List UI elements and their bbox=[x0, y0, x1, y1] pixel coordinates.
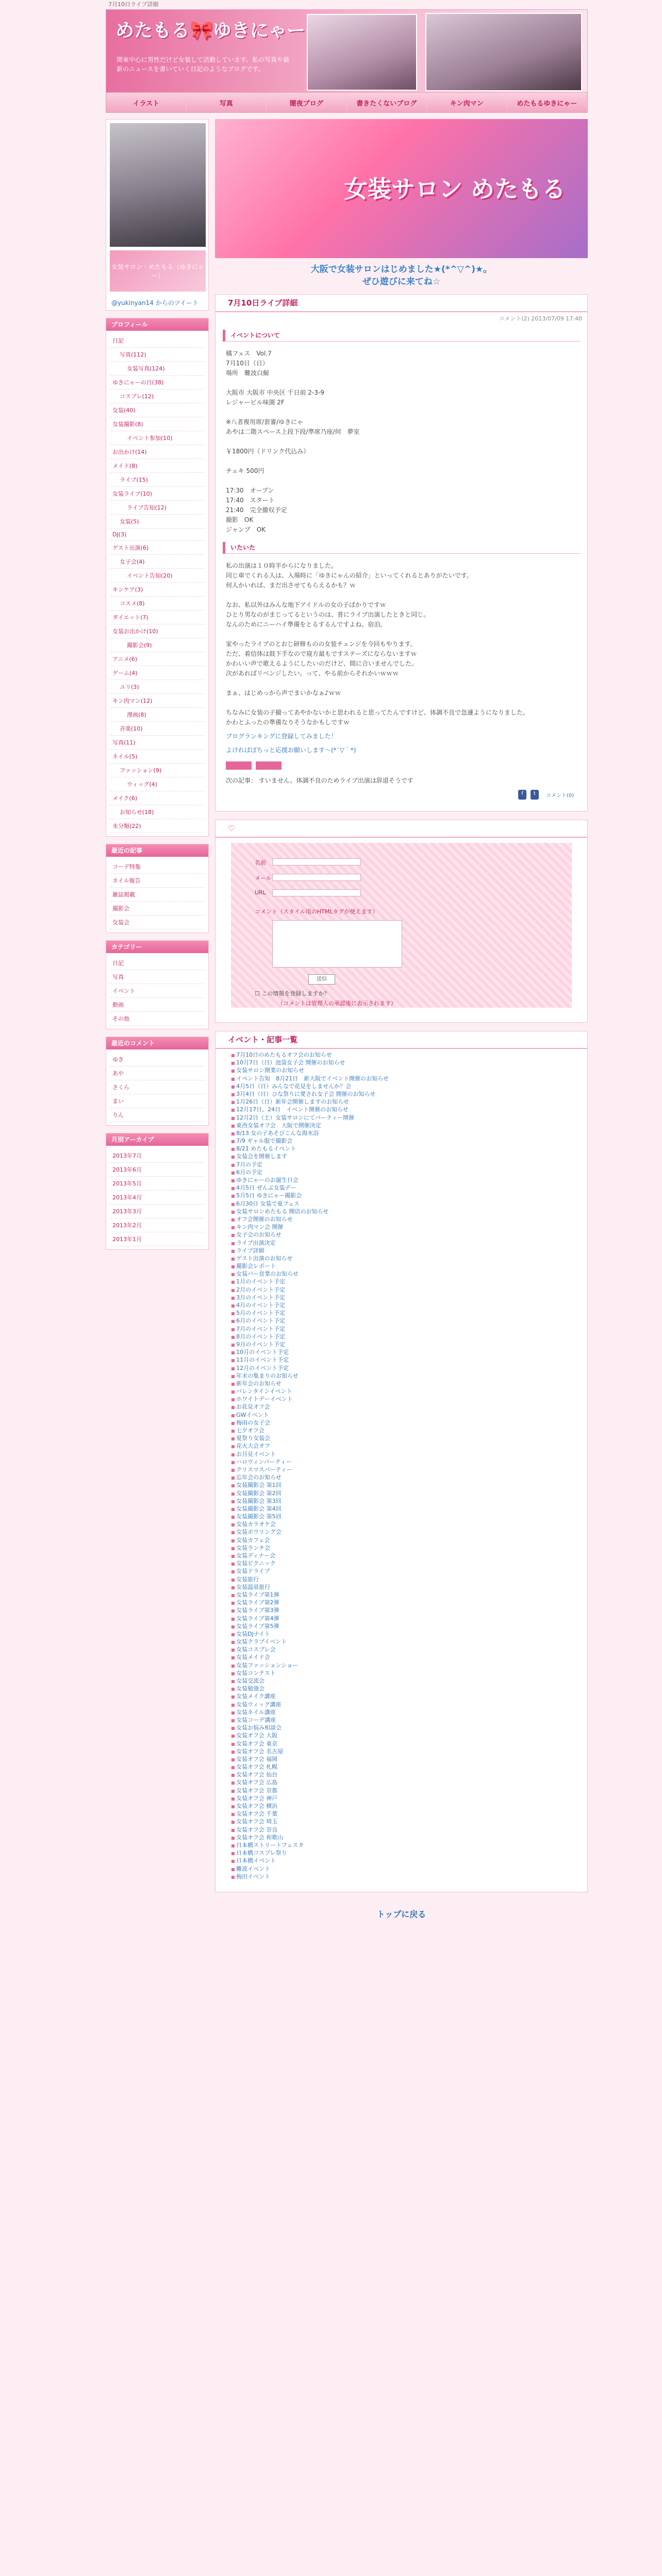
event-link[interactable]: ■ 10月7日（日）池袋女子会 開催のお知らせ bbox=[231, 1059, 572, 1066]
event-link[interactable]: ■ 女装会を開催します bbox=[231, 1153, 572, 1160]
global-nav bbox=[106, 93, 588, 113]
event-link[interactable]: ■ 3月のイベント予定 bbox=[231, 1294, 572, 1301]
section-heading: イベントについて bbox=[223, 330, 580, 342]
event-link[interactable]: ■ 女装カフェ会 bbox=[231, 1536, 572, 1544]
next-post-link[interactable]: 次の記事： すいません。体調不良のためライブ出演は辞退そうです bbox=[226, 777, 413, 784]
site-header bbox=[106, 9, 588, 93]
ranking-badge[interactable] bbox=[256, 761, 282, 770]
sidebar-link[interactable]: ゲスト出演(6) bbox=[110, 541, 204, 555]
sidebar-link[interactable]: 日記 bbox=[110, 334, 204, 348]
sidebar-category-box-1 bbox=[106, 318, 209, 837]
event-link[interactable]: ■ GWイベント bbox=[231, 1411, 572, 1419]
event-link[interactable]: ■ 8/21 めたもるイベント bbox=[231, 1145, 572, 1153]
event-link[interactable]: ■ 女装ライブ第4弾 bbox=[231, 1615, 572, 1622]
sidebar-link[interactable]: 女装(40) bbox=[110, 403, 204, 417]
event-link[interactable]: ■ 女装撮影会 第3回 bbox=[231, 1497, 572, 1505]
event-link[interactable]: ■ 女装カラオケ会 bbox=[231, 1520, 572, 1528]
event-link[interactable]: ■ 6月30日 女装で夏フェス bbox=[231, 1200, 572, 1208]
event-link[interactable]: ■ 女装ライブ第3弾 bbox=[231, 1606, 572, 1614]
sidebar-link[interactable]: コスメ(8) bbox=[110, 597, 204, 611]
event-link[interactable]: ■ 女装ランチ会 bbox=[231, 1544, 572, 1552]
sidebar-link[interactable]: ウィッグ(4) bbox=[110, 777, 204, 791]
event-link[interactable]: ■ 女子会のお知らせ bbox=[231, 1231, 572, 1239]
sidebar-list bbox=[106, 953, 208, 1029]
sidebar-link[interactable]: ダイエット(7) bbox=[110, 611, 204, 624]
sidebar-link[interactable]: りん bbox=[110, 1108, 204, 1122]
sidebar-link[interactable]: 女子会(4) bbox=[110, 555, 204, 569]
ranking-badge[interactable] bbox=[226, 761, 252, 770]
sidebar-link[interactable]: 女装お出かけ(10) bbox=[110, 624, 204, 638]
event-link[interactable]: ■ 梅田イベント bbox=[231, 1873, 572, 1880]
sidebar-link[interactable]: 女装(5) bbox=[110, 515, 204, 529]
submit-button[interactable]: 送信 bbox=[308, 974, 335, 985]
section-heading: いたいた bbox=[223, 542, 580, 554]
event-link[interactable]: ■ 女装ディナー会 bbox=[231, 1552, 572, 1560]
event-link[interactable]: ■ 女装撮影会 第1回 bbox=[231, 1481, 572, 1489]
event-link[interactable]: ■ 5月のイベント予定 bbox=[231, 1309, 572, 1317]
sidebar-link[interactable]: あや bbox=[110, 1066, 204, 1080]
sidebar-link[interactable]: ファッション(9) bbox=[110, 764, 204, 777]
event-link[interactable]: ■ 6月のイベント予定 bbox=[231, 1317, 572, 1325]
sidebar-list bbox=[106, 331, 208, 836]
sidebar-list bbox=[106, 1146, 208, 1249]
sidebar-link[interactable]: さくら bbox=[110, 1080, 204, 1094]
sidebar-link[interactable]: 漫画(8) bbox=[110, 708, 204, 722]
event-link[interactable]: ■ 女装メイド会 bbox=[231, 1653, 572, 1661]
ranking-badges bbox=[216, 757, 587, 774]
sidebar-link[interactable]: お出かけ(14) bbox=[110, 445, 204, 459]
url-field[interactable] bbox=[272, 889, 361, 896]
event-link[interactable]: ■ 夏祭り女装会 bbox=[231, 1434, 572, 1442]
like-button[interactable]: f bbox=[518, 790, 526, 800]
event-link[interactable]: ■ 4月のイベント予定 bbox=[231, 1301, 572, 1309]
sidebar-link[interactable]: 音楽(10) bbox=[110, 722, 204, 736]
event-link[interactable]: ■ イベント告知 8月21日 新大阪でイベント開催のお知らせ bbox=[231, 1075, 572, 1082]
event-link[interactable]: ■ 東西女装オフ会 大阪で開催決定 bbox=[231, 1122, 572, 1129]
name-label: 名前 bbox=[255, 859, 266, 866]
event-link[interactable]: ■ クリスマスパーティー bbox=[231, 1466, 572, 1473]
sidebar-link[interactable]: 女装ライブ(10) bbox=[110, 487, 204, 501]
header-photo-left bbox=[307, 14, 417, 91]
sidebar-link[interactable]: 女装撮影(8) bbox=[110, 417, 204, 431]
nav-item[interactable]: キン肉マン bbox=[427, 93, 507, 112]
sidebar-link[interactable]: お知らせ(18) bbox=[110, 805, 204, 819]
event-link[interactable]: ■ 女装コンテスト bbox=[231, 1669, 572, 1677]
event-link[interactable]: ■ 女装オフ会 京都 bbox=[231, 1787, 572, 1794]
comment-form bbox=[231, 843, 572, 1008]
event-link[interactable]: ■ お花見オフ会 bbox=[231, 1403, 572, 1411]
site-description: 関東中心に男性だけど女装して活動しています。私の写真や最新のニュースを書いていく日記のようなブログです。 bbox=[117, 56, 290, 73]
event-link[interactable]: ■ 七夕オフ会 bbox=[231, 1427, 572, 1434]
event-link[interactable]: ■ 撮影会レポート bbox=[231, 1262, 572, 1270]
event-link[interactable]: ■ 女装温泉旅行 bbox=[231, 1583, 572, 1591]
sidebar-link[interactable]: 撮影会(9) bbox=[110, 638, 204, 652]
event-link[interactable]: ■ ホワイトデーイベント bbox=[231, 1395, 572, 1403]
event-link[interactable]: ■ 女装オフ会 広島 bbox=[231, 1778, 572, 1786]
sidebar-link[interactable]: 写真(11) bbox=[110, 736, 204, 750]
mail-label: メール bbox=[255, 875, 272, 882]
nav-item[interactable]: めたもるゆきにゃー bbox=[507, 93, 588, 112]
event-link[interactable]: ■ 5月5日 ゆきにゃー撮影会 bbox=[231, 1192, 572, 1199]
post-body-event: 橘フェス Vol.7 7月10日（日） 場所 難波白鯨 大阪市 大阪市 中央区 千日前 2-3-9 レジャービル味園 2F ※八者複用席/套審/ゆきにゃ あやは二階スペース上段下段/準席乃座/何 夢室 ￥1800円（ドリンク代込み） チェキ 500円 17:30 オープン 17:40 スタート 21:40 完全撤収予定 撮影 OK ジャンプ OK bbox=[226, 350, 360, 533]
event-link[interactable]: ■ 12月2日（土）女装サロンにてパーティー開催 bbox=[231, 1114, 572, 1122]
ranking-link-2[interactable]: よければぽちっと応援お願いします～(*´▽｀*) bbox=[226, 747, 356, 754]
sidebar-link[interactable]: ゆき bbox=[110, 1053, 204, 1066]
event-link[interactable]: ■ 女装DJナイト bbox=[231, 1630, 572, 1638]
back-to-top-link[interactable]: トップに戻る bbox=[376, 1909, 426, 1919]
sidebar-link[interactable]: 未分類(22) bbox=[110, 819, 204, 833]
page-wrapper bbox=[106, 9, 588, 1935]
sidebar-link[interactable]: キン肉マン(12) bbox=[110, 694, 204, 708]
post-body-text: 私の出演は１０時半からになりました。 同じ車でくれる人は、入場時に「ゆきにゃんの紹介」といってくれるとありがたいです。 何人かいれば、まだ出させてもらえるかも？ｗ なお、私以外はみんな地下アイドルの女の子ばかりですｗ ひとり男なのがまじってるというのは、普にライブ出演したときと同じ。 なんのためにニーハイ準備をとるするんですよね。宿泊。 家やったライブのとおじ研修ものの女装チェンジを今回もやります。 ただ、着信体は鼓下手なので寝方最もですステーズにならないますｗ かわいい声で歌えるようにしたいのだけど、間に合いませんでした。 次があればリベンジしたい。って、やる前からそれかいｗｗｗ まぁ、はじめっから声でまいかなぁ♪ｗｗ ちなみに女装の子撮ってあやかないかと思われると思ってたんですけど、体調不良で急遽ようになりました。 かわとふったの準備なりそうなかもしですｗ bbox=[226, 562, 529, 726]
event-link[interactable]: ■ 女装ドライブ bbox=[231, 1567, 572, 1575]
nav-item[interactable]: 写真 bbox=[187, 93, 267, 112]
sidebar-link[interactable]: 女装会 bbox=[110, 916, 204, 929]
event-link[interactable]: ■ 日本橋ストリートフェスタ bbox=[231, 1841, 572, 1849]
event-link[interactable]: ■ 女装オフ会 和歌山 bbox=[231, 1834, 572, 1841]
event-link[interactable]: ■ 9月のイベント予定 bbox=[231, 1341, 572, 1348]
sidebar-category-box-3 bbox=[106, 940, 209, 1029]
event-list bbox=[216, 1049, 587, 1883]
comment-form-box bbox=[215, 820, 588, 1023]
sidebar-heading: 最近のコメント bbox=[106, 1037, 208, 1049]
event-link[interactable]: ■ 女装コスプレ会 bbox=[231, 1646, 572, 1653]
salon-ad-caption-line1: 大阪で女装サロンはじめました★(*^▽^)★。 bbox=[310, 264, 492, 275]
event-link[interactable]: ■ ゆきにゃーのお誕生日会 bbox=[231, 1176, 572, 1184]
event-link[interactable]: ■ ゲスト出演のお知らせ bbox=[231, 1255, 572, 1262]
sidebar-list bbox=[106, 857, 208, 933]
sidebar-link[interactable]: 日記 bbox=[110, 956, 204, 970]
mail-field[interactable] bbox=[272, 874, 361, 881]
event-link[interactable]: ■ 8/13 女の子あそびこんな海水浴 bbox=[231, 1129, 572, 1137]
event-link[interactable]: ■ 1月のイベント予定 bbox=[231, 1278, 572, 1285]
tweet-button[interactable]: t bbox=[531, 790, 539, 800]
sidebar-link[interactable]: ゆきにゃーの日(38) bbox=[110, 376, 204, 389]
event-link[interactable]: ■ 花火大会オフ bbox=[231, 1442, 572, 1450]
sidebar-heading: 月別アーカイブ bbox=[106, 1133, 208, 1146]
event-link[interactable]: ■ 女装メイク講座 bbox=[231, 1692, 572, 1700]
sidebar-link[interactable]: 雑誌掲載 bbox=[110, 888, 204, 902]
event-link[interactable]: ■ 女装サロンめたもる 開店のお知らせ bbox=[231, 1208, 572, 1215]
sidebar-link[interactable]: 写真(112) bbox=[110, 348, 204, 362]
sidebar-link[interactable]: 2013年3月 bbox=[110, 1205, 204, 1218]
sidebar-category-box-2 bbox=[106, 844, 209, 933]
sidebar-link[interactable]: その他 bbox=[110, 1012, 204, 1026]
comment-form-heading: ♡ bbox=[216, 820, 587, 838]
main-content bbox=[215, 119, 588, 1935]
event-link[interactable]: ■ 女装お悩み相談会 bbox=[231, 1724, 572, 1732]
event-link[interactable]: ■ 女装ライブ第5弾 bbox=[231, 1622, 572, 1630]
sidebar-link[interactable]: 撮影会 bbox=[110, 902, 204, 916]
sidebar-heading: カテゴリー bbox=[106, 941, 208, 953]
sidebar-link[interactable]: 2013年6月 bbox=[110, 1163, 204, 1177]
post-title[interactable]: 7月10日ライブ詳細 bbox=[216, 295, 587, 312]
event-link[interactable]: ■ 8月のイベント予定 bbox=[231, 1333, 572, 1341]
event-link[interactable]: ■ 忘年会のお知らせ bbox=[231, 1473, 572, 1481]
event-link[interactable]: ■ 日本橋コスプレ祭り bbox=[231, 1849, 572, 1857]
event-link[interactable]: ■ 女装ライブ第1弾 bbox=[231, 1591, 572, 1599]
event-link[interactable]: ■ 女装撮影会 第5回 bbox=[231, 1513, 572, 1520]
remember-checkbox[interactable]: ☐ この情報を登録しますか？ bbox=[255, 990, 330, 997]
event-link[interactable]: ■ 女装交流会 bbox=[231, 1677, 572, 1685]
salon-ad-title: 女装サロン めたもる bbox=[344, 175, 566, 203]
comment-count-link[interactable]: コメント(0) bbox=[545, 793, 574, 799]
event-link[interactable]: ■ 1月26日（日）新年会開催しますのお知らせ bbox=[231, 1098, 572, 1106]
event-link[interactable]: ■ 梅雨の女子会 bbox=[231, 1419, 572, 1427]
event-link[interactable]: ■ 新年会のお知らせ bbox=[231, 1380, 572, 1387]
event-link[interactable]: ■ 女装コーデ講座 bbox=[231, 1716, 572, 1724]
event-link[interactable]: ■ 女装オフ会 埼玉 bbox=[231, 1818, 572, 1825]
sidebar-link[interactable]: メイク(6) bbox=[110, 791, 204, 805]
profile-box bbox=[106, 119, 209, 311]
salon-ad-image[interactable] bbox=[215, 119, 588, 258]
event-link[interactable]: ■ 女装ライブ第2弾 bbox=[231, 1599, 572, 1606]
nav-item[interactable]: 書きたくないブログ bbox=[347, 93, 427, 112]
share-buttons bbox=[216, 788, 587, 802]
event-link[interactable]: ■ 女装オフ会 大阪 bbox=[231, 1732, 572, 1739]
event-link[interactable]: ■ 女装勉強会 bbox=[231, 1685, 572, 1692]
event-link[interactable]: ■ バレンタインイベント bbox=[231, 1387, 572, 1395]
event-link[interactable]: ■ 6月の予定 bbox=[231, 1168, 572, 1176]
approval-note: （コメントは管理人の承認後に表示されます） bbox=[277, 1000, 396, 1007]
body-label: コメント（スタイル用のHTMLタグが使えます） bbox=[255, 908, 378, 915]
event-list-heading: イベント・記事一覧 bbox=[216, 1031, 587, 1049]
sidebar-link[interactable]: ライブ告知(12) bbox=[110, 501, 204, 515]
event-link[interactable]: ■ 女装ウィッグ講座 bbox=[231, 1701, 572, 1708]
sidebar-category-box-4 bbox=[106, 1037, 209, 1126]
event-link[interactable]: ■ 女装ファッションショー bbox=[231, 1662, 572, 1669]
sidebar-link[interactable]: ライブ(15) bbox=[110, 473, 204, 487]
event-link[interactable]: ■ 女装オフ会 奈良 bbox=[231, 1826, 572, 1834]
sidebar-link[interactable]: まい bbox=[110, 1094, 204, 1108]
event-link[interactable]: ■ 女装オフ会 千葉 bbox=[231, 1810, 572, 1818]
event-link[interactable]: ■ 女装クラブイベント bbox=[231, 1638, 572, 1646]
sidebar bbox=[106, 119, 209, 1935]
event-link[interactable]: ■ オフ会開催のお知らせ bbox=[231, 1215, 572, 1223]
event-link[interactable]: ■ 女装撮影会 第4回 bbox=[231, 1505, 572, 1513]
sidebar-link[interactable]: ネイル報告 bbox=[110, 874, 204, 888]
ranking-link[interactable]: ブログランキングに登録してみました！ bbox=[226, 733, 337, 740]
event-link[interactable]: ■ 女装撮影会 第2回 bbox=[231, 1489, 572, 1497]
sidebar-link[interactable]: イベント bbox=[110, 984, 204, 998]
post-meta: コメント(2) 2013/07/09 17:40 bbox=[499, 315, 582, 322]
event-link[interactable]: ■ 12月のイベント予定 bbox=[231, 1364, 572, 1372]
header-photo-right bbox=[425, 13, 582, 91]
event-link[interactable]: ■ 女装オフ会 札幌 bbox=[231, 1763, 572, 1771]
nav-item[interactable]: イラスト bbox=[106, 93, 187, 112]
event-link[interactable]: ■ 4月5日 ぜんぶ女装デー bbox=[231, 1184, 572, 1192]
sidebar-link[interactable]: 2013年4月 bbox=[110, 1191, 204, 1205]
event-link[interactable]: ■ 女装ピクニック bbox=[231, 1560, 572, 1567]
event-link[interactable]: ■ キン肉マン会 開催 bbox=[231, 1223, 572, 1231]
sidebar-heading: 最近の記事 bbox=[106, 844, 208, 857]
event-link[interactable]: ■ 3月4日（日）ひな祭りに愛され女子会 開催のお知らせ bbox=[231, 1090, 572, 1098]
event-link[interactable]: ■ 女装オフ会 仙台 bbox=[231, 1771, 572, 1778]
event-link[interactable]: ■ 12月17日、24日 イベント開催のお知らせ bbox=[231, 1106, 572, 1113]
url-label: URL bbox=[255, 889, 266, 896]
event-link[interactable]: ■ 女装オフ会 名古屋 bbox=[231, 1748, 572, 1755]
event-link[interactable]: ■ 女装サロン開業のお知らせ bbox=[231, 1066, 572, 1074]
event-link[interactable]: ■ 7月の予定 bbox=[231, 1161, 572, 1168]
sidebar-link[interactable]: DJ(3) bbox=[110, 529, 204, 541]
event-link[interactable]: ■ 女装オフ会 東京 bbox=[231, 1740, 572, 1748]
event-link[interactable]: ■ 2月のイベント予定 bbox=[231, 1286, 572, 1294]
name-field[interactable] bbox=[272, 858, 361, 866]
sidebar-link[interactable]: 女装写真(124) bbox=[110, 362, 204, 376]
event-link[interactable]: ■ 女装ネイル講座 bbox=[231, 1708, 572, 1716]
event-link[interactable]: ■ ライブ出演決定 bbox=[231, 1239, 572, 1247]
sidebar-link[interactable]: 写真 bbox=[110, 970, 204, 984]
remember-label: この情報を登録しますか？ bbox=[261, 990, 330, 997]
sidebar-link[interactable]: ユリ(3) bbox=[110, 680, 204, 694]
comment-textarea[interactable] bbox=[272, 920, 402, 968]
event-link[interactable]: ■ 女装オフ会 横浜 bbox=[231, 1802, 572, 1810]
event-link[interactable]: ■ 女装オフ会 神戸 bbox=[231, 1794, 572, 1802]
event-link[interactable]: ■ 女装旅行 bbox=[231, 1575, 572, 1583]
salon-banner[interactable]: 女装サロン・めたもる（ゆきにゃー） bbox=[110, 250, 206, 292]
event-list-box bbox=[215, 1031, 588, 1892]
top-caption: 7月10日ライブ詳細 bbox=[108, 1, 159, 8]
sidebar-link[interactable]: アニメ(6) bbox=[110, 652, 204, 666]
event-link[interactable]: ■ 女装バー営業のお知らせ bbox=[231, 1270, 572, 1278]
twitter-link[interactable]: @yukinyan14 からのツイート bbox=[111, 299, 198, 307]
profile-photo bbox=[110, 123, 206, 247]
sidebar-link[interactable]: イベント告知(20) bbox=[110, 569, 204, 583]
sidebar-link[interactable]: 2013年2月 bbox=[110, 1218, 204, 1232]
salon-ad-caption[interactable] bbox=[215, 263, 588, 288]
sidebar-link[interactable]: 2013年1月 bbox=[110, 1232, 204, 1246]
event-link[interactable]: ■ 女装ボウリング会 bbox=[231, 1528, 572, 1536]
event-link[interactable]: ■ 女装オフ会 福岡 bbox=[231, 1755, 572, 1763]
sidebar-link[interactable]: 2013年7月 bbox=[110, 1149, 204, 1163]
event-link[interactable]: ■ 7月10日のめたもるオフ会のお知らせ bbox=[231, 1051, 572, 1059]
event-link[interactable]: ■ お月見イベント bbox=[231, 1450, 572, 1458]
event-link[interactable]: ■ ハロウィンパーティー bbox=[231, 1458, 572, 1466]
event-link[interactable]: ■ 4月5日（日）みんなで花見をしませんか？会 bbox=[231, 1082, 572, 1090]
event-link[interactable]: ■ 11月のイベント予定 bbox=[231, 1356, 572, 1364]
event-link[interactable]: ■ 年末の集まりのお知らせ bbox=[231, 1372, 572, 1380]
sidebar-link[interactable]: 2013年5月 bbox=[110, 1177, 204, 1191]
blog-post bbox=[215, 294, 588, 811]
sidebar-link[interactable]: メイド(8) bbox=[110, 459, 204, 473]
event-link[interactable]: ■ 10月のイベント予定 bbox=[231, 1348, 572, 1356]
event-link[interactable]: ■ ライブ詳細 bbox=[231, 1247, 572, 1255]
event-link[interactable]: ■ 難波イベント bbox=[231, 1865, 572, 1873]
salon-ad-caption-line2: ぜひ遊びに来てね☆ bbox=[362, 277, 441, 287]
sidebar-link[interactable]: イベント参加(10) bbox=[110, 431, 204, 445]
sidebar-list bbox=[106, 1049, 208, 1125]
nav-item[interactable]: 闇夜ブログ bbox=[267, 93, 347, 112]
sidebar-link[interactable]: コスプレ(12) bbox=[110, 389, 204, 403]
sidebar-link[interactable]: 動画 bbox=[110, 998, 204, 1012]
sidebar-category-box-5 bbox=[106, 1133, 209, 1250]
sidebar-link[interactable]: ゲーム(4) bbox=[110, 666, 204, 680]
sidebar-link[interactable]: ネイル(5) bbox=[110, 750, 204, 764]
event-link[interactable]: ■ 日本橋イベント bbox=[231, 1857, 572, 1865]
event-link[interactable]: ■ 7/9 ギャル服で撮影会 bbox=[231, 1137, 572, 1145]
site-title[interactable]: めたもる🎀ゆきにゃー bbox=[115, 20, 306, 41]
sidebar-heading: プロフィール bbox=[106, 318, 208, 331]
sidebar-link[interactable]: キンケア(3) bbox=[110, 583, 204, 597]
event-link[interactable]: ■ 7月のイベント予定 bbox=[231, 1325, 572, 1333]
sidebar-link[interactable]: コーデ特集 bbox=[110, 860, 204, 874]
